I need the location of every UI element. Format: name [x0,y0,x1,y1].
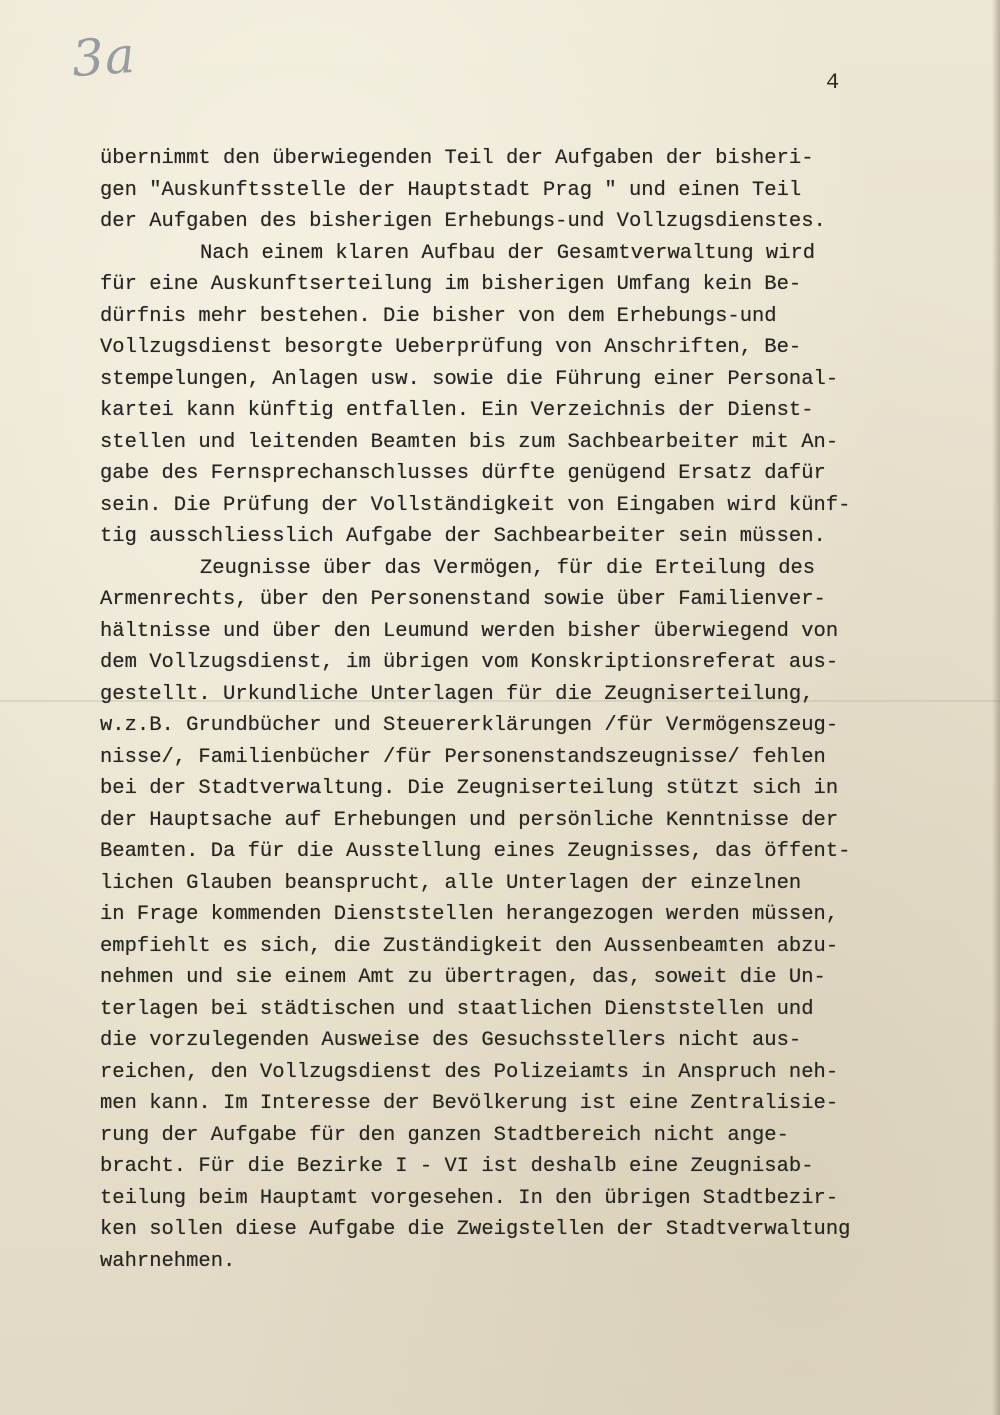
text-line: Armenrechts, über den Personenstand sowie über Familienver- [100,588,826,611]
text-line: empfiehlt es sich, die Zuständigkeit den Aussenbeamten abzu- [100,934,839,958]
text-line: bei der Stadtverwaltung. Die Zeugniserteilung stützt sich in [100,777,839,800]
text-line: übernimmt den überwiegenden Teil der Aufgaben der bisheri- [100,147,814,170]
text-line: die vorzulegenden Ausweise des Gesuchsstellers nicht aus- [100,1029,802,1052]
text-line: nehmen und sie einem Amt zu übertragen, das, soweit die Un- [100,966,826,989]
handwritten-archive-mark: 3a [70,25,138,89]
text-line: Zeugnisse über das Vermögen, für die Erteilung des [200,556,816,580]
text-line: der Aufgaben des bisherigen Erhebungs-und Vollzugsdienstes. [100,210,826,233]
text-line: tig ausschliesslich Aufgabe der Sachbearbeiter sein müssen. [100,525,826,548]
text-line: w.z.B. Grundbücher und Steuererklärungen /für Vermögenszeug- [100,714,839,737]
text-line: gabe des Fernsprechanschlusses dürfte genügend Ersatz dafür [100,462,826,485]
text-line: sein. Die Prüfung der Vollständigkeit von Eingaben wird künf- [100,493,851,517]
text-line: ken sollen diese Aufgabe die Zweigstellen der Stadtverwaltung [100,1218,851,1241]
text-line: bracht. Für die Bezirke I - VI ist deshalb eine Zeugnisab- [100,1155,814,1178]
text-line: dürfnis mehr bestehen. Die bisher von dem Erhebungs-und [100,304,777,328]
text-line: Vollzugsdienst besorgte Ueberprüfung von Anschriften, Be- [100,336,802,359]
text-line: gen "Auskunftsstelle der Hauptstadt Prag " und einen Teil [100,178,802,202]
text-line: rung der Aufgabe für den ganzen Stadtbereich nicht ange- [100,1123,789,1147]
text-line: in Frage kommenden Dienststellen herangezogen werden müssen, [100,903,839,926]
text-line: lichen Glauben beansprucht, alle Unterlagen der einzelnen [100,871,802,895]
text-line: men kann. Im Interesse der Bevölkerung ist eine Zentralisie- [100,1092,839,1115]
text-line: Beamten. Da für die Ausstellung eines Zeugnisses, das öffent- [100,840,851,863]
text-line: terlagen bei städtischen und staatlichen Dienststellen und [100,997,814,1021]
text-line: der Hauptsache auf Erhebungen und persönliche Kenntnisse der [100,808,839,832]
text-line: reichen, den Vollzugsdienst des Polizeiamts in Anspruch neh- [100,1060,839,1084]
text-line: stempelungen, Anlagen usw. sowie die Führung einer Personal- [100,367,839,391]
text-line: wahrnehmen. [100,1249,236,1273]
text-line: dem Vollzugsdienst, im übrigen vom Konskriptionsreferat aus- [100,651,839,674]
text-line: Nach einem klaren Aufbau der Gesamtverwaltung wird [200,241,816,265]
paper-edge-shadow [992,0,1000,1415]
typewritten-body-text [100,143,960,1277]
text-line: hältnisse und über den Leumund werden bisher überwiegend von [100,619,839,643]
text-line: gestellt. Urkundliche Unterlagen für die Zeugniserteilung, [100,682,814,706]
page-number: 4 [826,70,840,95]
text-line: für eine Auskunftserteilung im bisherigen Umfang kein Be- [100,273,802,296]
text-line: teilung beim Hauptamt vorgesehen. In den übrigen Stadtbezir- [100,1186,839,1210]
text-line: kartei kann künftig entfallen. Ein Verzeichnis der Dienst- [100,399,814,422]
text-line: nisse/, Familienbücher /für Personenstandszeugnisse/ fehlen [100,745,826,769]
text-line: stellen und leitenden Beamten bis zum Sachbearbeiter mit An- [100,430,839,454]
